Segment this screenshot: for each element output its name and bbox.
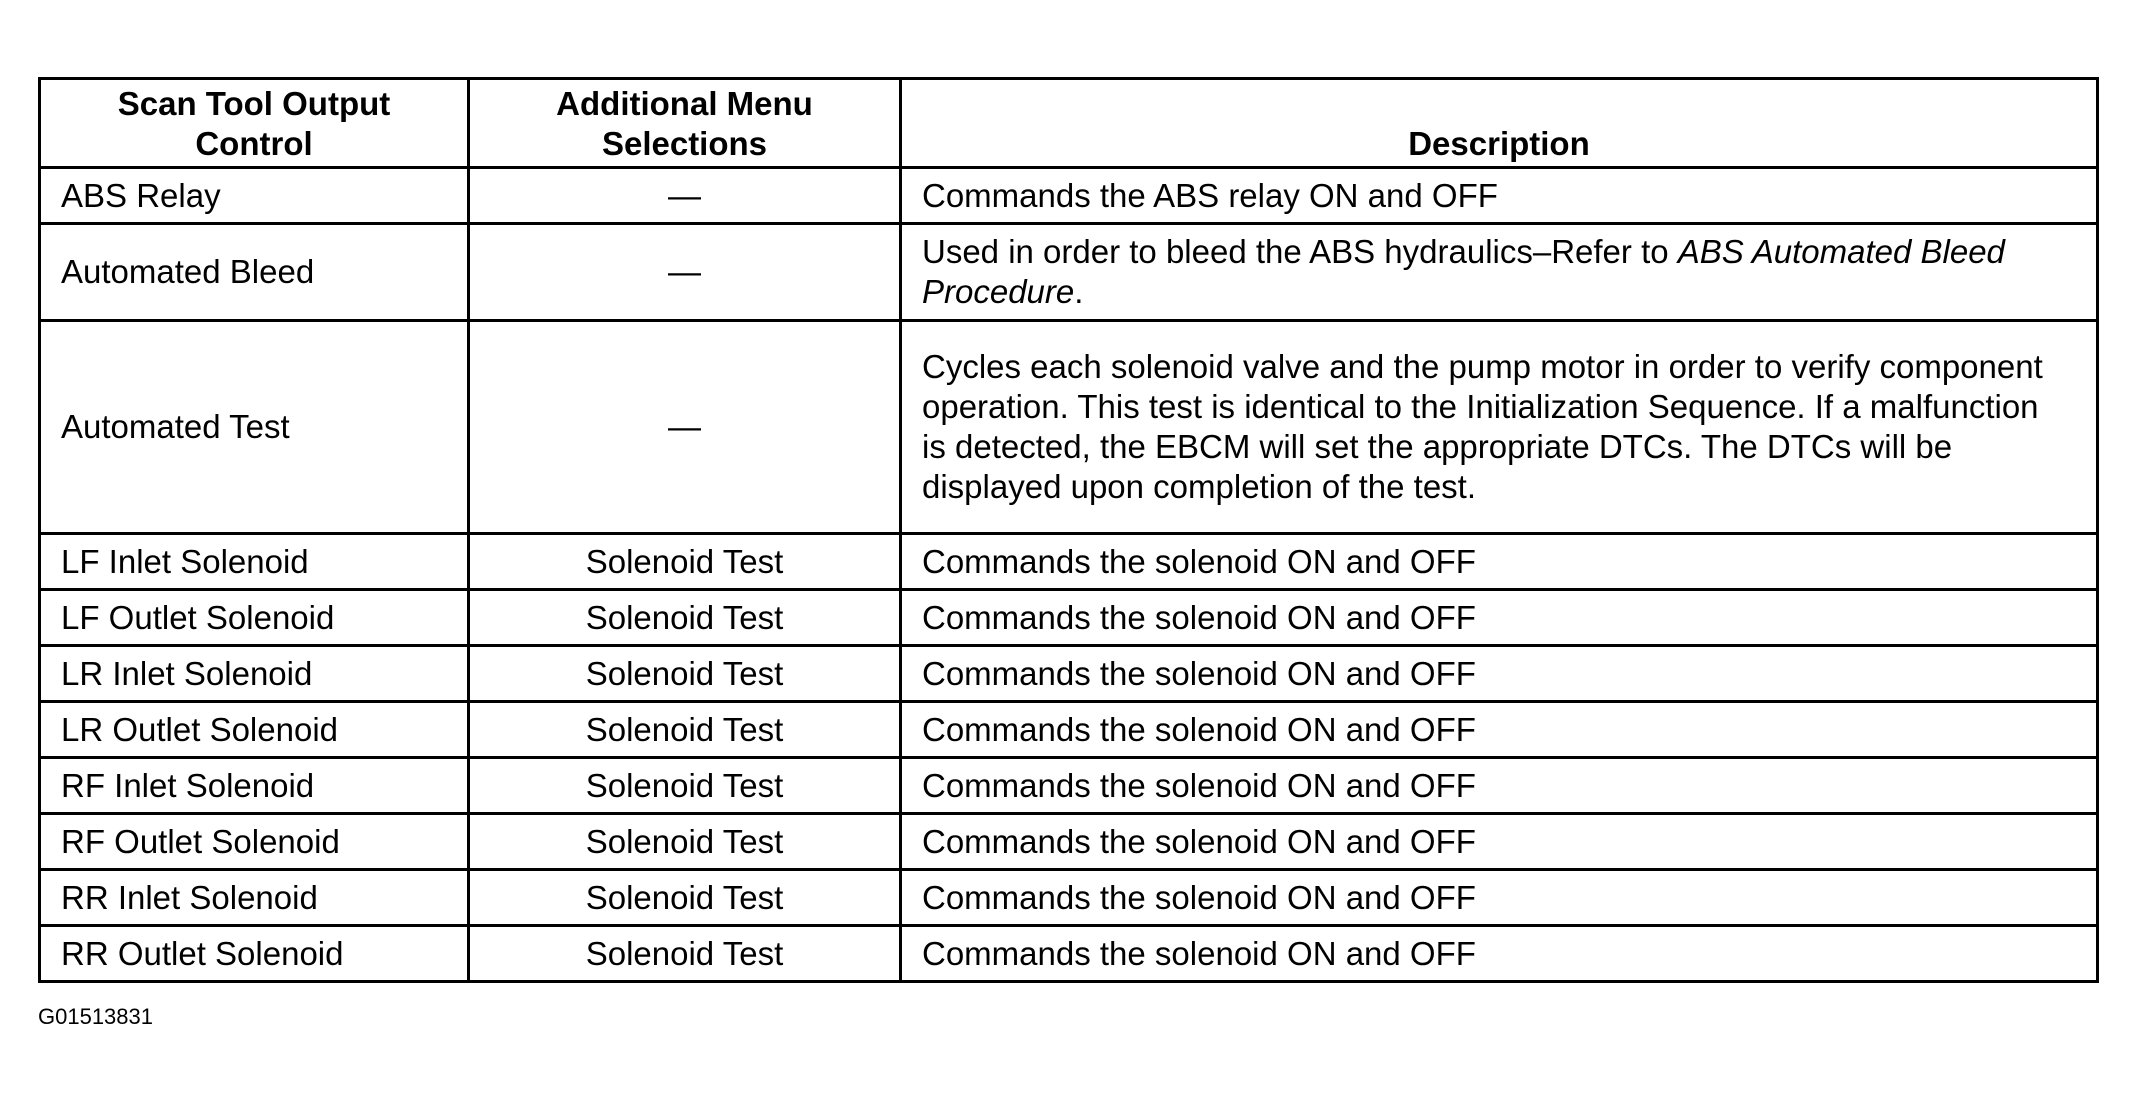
cell-control: LF Inlet Solenoid: [40, 534, 469, 590]
procedure-reference: ABS Automated Bleed Procedure: [922, 233, 2005, 310]
table-row: [40, 590, 2098, 646]
table-row: [40, 758, 2098, 814]
table-row: [40, 168, 2098, 224]
cell-menu: Solenoid Test: [469, 646, 901, 702]
description-text: .: [1074, 273, 1084, 310]
cell-description: Commands the solenoid ON and OFF: [901, 870, 2098, 926]
cell-description: Commands the ABS relay ON and OFF: [901, 168, 2098, 224]
header-line: Selections: [601, 125, 768, 162]
scan-tool-output-control-table: [38, 77, 2099, 983]
cell-control: LR Outlet Solenoid: [40, 702, 469, 758]
cell-description: Commands the solenoid ON and OFF: [901, 646, 2098, 702]
table-row: [40, 870, 2098, 926]
header-row: [40, 79, 2098, 168]
cell-menu: Solenoid Test: [469, 702, 901, 758]
description-text: Used in order to bleed the ABS hydraulics–Refer to: [922, 233, 1678, 270]
header-scan-tool-output-control: [40, 79, 469, 168]
header-additional-menu-selections: [469, 79, 901, 168]
cell-menu: —: [469, 321, 901, 534]
header-description: Description: [901, 79, 2098, 168]
figure-id: G01513831: [38, 1004, 153, 1029]
cell-menu: Solenoid Test: [469, 814, 901, 870]
header-line: Scan Tool Output: [117, 85, 391, 122]
table-row: [40, 534, 2098, 590]
table-row: [40, 224, 2098, 321]
cell-control: Automated Bleed: [40, 224, 469, 321]
table-row: [40, 814, 2098, 870]
table-row: [40, 702, 2098, 758]
cell-description: Commands the solenoid ON and OFF: [901, 534, 2098, 590]
cell-menu: —: [469, 224, 901, 321]
table-row: [40, 321, 2098, 534]
cell-control: LR Inlet Solenoid: [40, 646, 469, 702]
cell-description: Commands the solenoid ON and OFF: [901, 758, 2098, 814]
cell-description: [901, 224, 2098, 321]
cell-control: RF Inlet Solenoid: [40, 758, 469, 814]
cell-menu: Solenoid Test: [469, 926, 901, 982]
cell-control: RR Outlet Solenoid: [40, 926, 469, 982]
cell-menu: Solenoid Test: [469, 870, 901, 926]
table-row: [40, 646, 2098, 702]
header-line: Control: [195, 125, 313, 162]
cell-control: RR Inlet Solenoid: [40, 870, 469, 926]
cell-menu: —: [469, 168, 901, 224]
cell-description: Commands the solenoid ON and OFF: [901, 590, 2098, 646]
cell-control: RF Outlet Solenoid: [40, 814, 469, 870]
header-line: Additional Menu: [556, 85, 813, 122]
cell-description: Commands the solenoid ON and OFF: [901, 814, 2098, 870]
cell-description: Commands the solenoid ON and OFF: [901, 926, 2098, 982]
cell-menu: Solenoid Test: [469, 534, 901, 590]
cell-menu: Solenoid Test: [469, 590, 901, 646]
cell-description: Cycles each solenoid valve and the pump motor in order to verify component operation. This test is identical to the Initialization Sequence. If a malfunction is detected, the EBCM will set the appropriate DTCs. The DTCs will be displayed upon completion of the test.: [901, 321, 2098, 534]
cell-description: Commands the solenoid ON and OFF: [901, 702, 2098, 758]
cell-menu: Solenoid Test: [469, 758, 901, 814]
cell-control: ABS Relay: [40, 168, 469, 224]
cell-control: Automated Test: [40, 321, 469, 534]
table-row: [40, 926, 2098, 982]
cell-control: LF Outlet Solenoid: [40, 590, 469, 646]
